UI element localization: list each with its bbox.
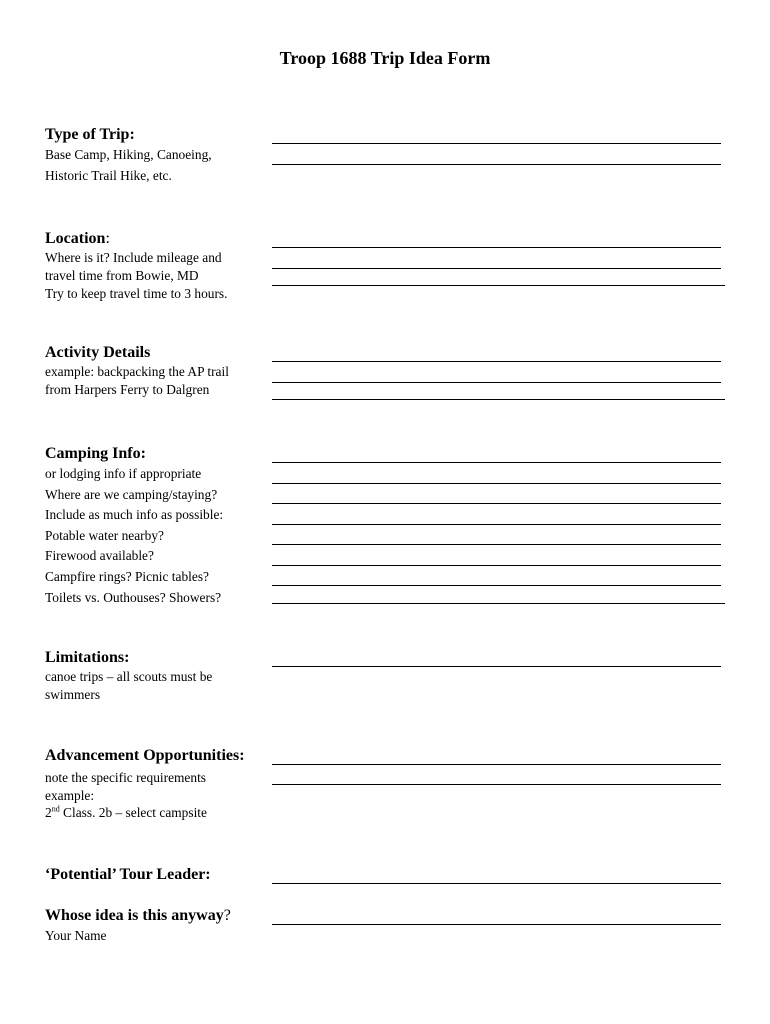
section-location	[45, 229, 270, 303]
section-camping-info	[45, 444, 270, 607]
answer-line[interactable]	[272, 399, 725, 400]
section-hint: from Harpers Ferry to Dalgren	[45, 382, 210, 397]
section-hint: Your Name	[45, 928, 107, 943]
section-hint: example: backpacking the AP trail	[45, 364, 229, 379]
answer-line[interactable]	[272, 382, 721, 383]
section-hint: example:	[45, 788, 95, 803]
answer-line[interactable]	[272, 462, 721, 463]
section-limitations	[45, 648, 270, 704]
section-heading: Camping Info:	[45, 445, 146, 462]
section-hint: Base Camp, Hiking, Canoeing,	[45, 147, 212, 162]
answer-line[interactable]	[272, 666, 721, 667]
section-heading: Limitations:	[45, 649, 130, 666]
answer-line[interactable]	[272, 603, 725, 604]
section-heading: ‘Potential’ Tour Leader:	[45, 866, 211, 883]
section-tour-leader	[45, 865, 270, 885]
answer-line[interactable]	[272, 503, 721, 504]
section-hint: Try to keep travel time to 3 hours.	[45, 286, 228, 301]
section-heading: Activity Details	[45, 344, 151, 361]
answer-line[interactable]	[272, 143, 721, 144]
answer-line[interactable]	[272, 565, 721, 566]
section-hint: Potable water nearby?	[45, 527, 164, 543]
answer-line[interactable]	[272, 544, 721, 545]
answer-line[interactable]	[272, 524, 721, 525]
answer-line[interactable]	[272, 883, 721, 884]
section-hint: swimmers	[45, 687, 101, 702]
section-hint: Include as much info as possible:	[45, 507, 224, 523]
answer-line[interactable]	[272, 268, 721, 269]
section-hint: Toilets vs. Outhouses? Showers?	[45, 589, 222, 605]
section-whose-idea	[45, 906, 270, 945]
section-hint: Campfire rings? Picnic tables?	[45, 568, 209, 584]
section-hint: note the specific requirements	[45, 770, 206, 785]
section-hint: canoe trips – all scouts must be	[45, 669, 213, 684]
answer-line[interactable]	[272, 585, 721, 586]
form-title: Troop 1688 Trip Idea Form	[279, 48, 491, 68]
section-type-of-trip	[45, 125, 270, 186]
answer-line[interactable]	[272, 764, 721, 765]
answer-line[interactable]	[272, 361, 721, 362]
answer-line[interactable]	[272, 247, 721, 248]
section-heading: Whose idea is this anyway?	[45, 907, 231, 924]
section-hint-requirement: 2nd Class. 2b – select campsite	[45, 804, 207, 820]
section-hint: Firewood available?	[45, 548, 154, 564]
answer-line[interactable]	[272, 784, 721, 785]
section-heading: Location:	[45, 230, 110, 247]
section-hint: Historic Trail Hike, etc.	[45, 167, 172, 183]
answer-line[interactable]	[272, 285, 725, 286]
section-activity-details	[45, 343, 270, 399]
section-heading: Advancement Opportunities:	[45, 747, 245, 764]
answer-line[interactable]	[272, 164, 721, 165]
section-hint: Where are we camping/staying?	[45, 486, 218, 502]
section-hint: or lodging info if appropriate	[45, 466, 202, 481]
answer-line[interactable]	[272, 924, 721, 925]
section-heading: Type of Trip:	[45, 126, 135, 143]
section-hint: Where is it? Include mileage and	[45, 250, 222, 265]
section-advancement	[45, 746, 270, 821]
section-hint: travel time from Bowie, MD	[45, 268, 199, 283]
answer-line[interactable]	[272, 483, 721, 484]
